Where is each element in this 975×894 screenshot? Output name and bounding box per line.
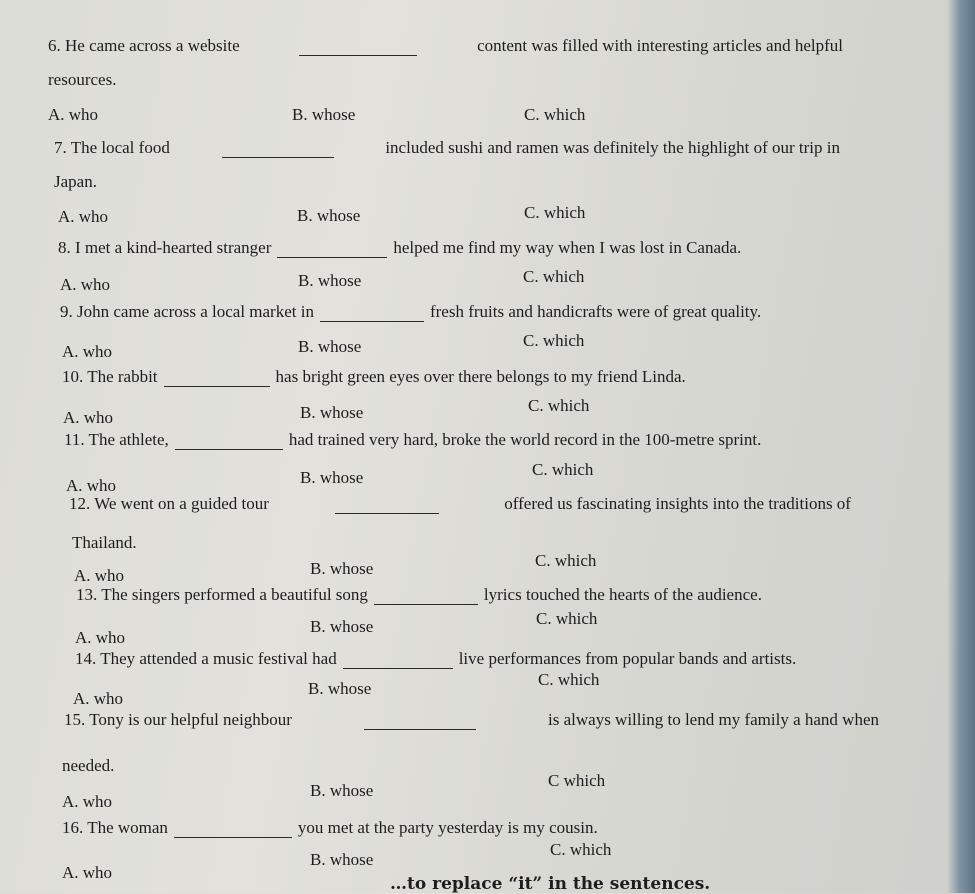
option-a[interactable]: A. who xyxy=(58,207,109,226)
option-b[interactable]: B. whose xyxy=(297,206,361,225)
question-16-text-cont: you met at the party yesterday is my cousin. xyxy=(297,818,598,837)
question-15-text-end: needed. xyxy=(62,756,115,775)
answer-blank-11[interactable] xyxy=(175,434,283,450)
option-c[interactable]: C. which xyxy=(524,203,586,222)
option-b[interactable]: B. whose xyxy=(308,679,372,698)
question-12-text-end: Thailand. xyxy=(72,533,137,552)
question-12-line-2 xyxy=(72,533,137,553)
option-b[interactable]: B. whose xyxy=(310,617,374,636)
answer-blank-10[interactable] xyxy=(164,371,270,387)
question-8-text: 8. I met a kind-hearted stranger xyxy=(58,238,272,257)
option-b[interactable]: B. whose xyxy=(298,271,362,290)
question-12-text-cont: offered us fascinating insights into the traditions of xyxy=(504,494,851,513)
question-11-text: 11. The athlete, xyxy=(64,430,169,449)
next-section-instruction: …to replace “it” in the sentences. xyxy=(390,874,711,894)
answer-blank-9[interactable] xyxy=(320,306,424,322)
question-9-line xyxy=(60,302,761,322)
question-7-text-end: Japan. xyxy=(54,172,97,191)
question-13-line xyxy=(76,585,762,605)
question-14-text-cont: live performances from popular bands and artists. xyxy=(458,649,797,668)
question-6-text-cont: content was filled with interesting articles and helpful xyxy=(477,36,843,55)
option-c[interactable]: C. which xyxy=(536,609,598,628)
option-a[interactable]: A. who xyxy=(48,105,99,124)
option-c[interactable]: C. which xyxy=(523,331,585,350)
answer-blank-13[interactable] xyxy=(374,589,478,605)
question-7-text-cont: included sushi and ramen was definitely the highlight of our trip in xyxy=(385,138,840,157)
question-6-text: 6. He came across a website xyxy=(48,36,240,55)
option-c[interactable]: C. which xyxy=(524,105,586,124)
question-9-text-cont: fresh fruits and handicrafts were of great quality. xyxy=(429,302,762,321)
question-14-text: 14. They attended a music festival had xyxy=(75,649,337,668)
option-a[interactable]: A. who xyxy=(62,863,113,882)
answer-blank-8[interactable] xyxy=(277,242,387,258)
option-b[interactable]: B. whose xyxy=(310,850,374,869)
answer-blank-15[interactable] xyxy=(364,714,476,730)
question-8-text-cont: helped me find my way when I was lost in Canada. xyxy=(393,238,742,257)
answer-blank-7[interactable] xyxy=(222,142,334,158)
question-8-line xyxy=(58,238,741,258)
option-b[interactable]: B. whose xyxy=(310,781,374,800)
option-c[interactable]: C. which xyxy=(535,551,597,570)
question-10-text-cont: has bright green eyes over there belongs to my friend Linda. xyxy=(275,367,686,386)
question-13-text-cont: lyrics touched the hearts of the audience. xyxy=(483,585,762,604)
option-c[interactable]: C which xyxy=(548,771,606,790)
question-10-text: 10. The rabbit xyxy=(62,367,158,386)
question-11-text-cont: had trained very hard, broke the world record in the 100-metre sprint. xyxy=(288,430,762,449)
option-b[interactable]: B. whose xyxy=(300,468,364,487)
option-a[interactable]: A. who xyxy=(63,408,114,427)
option-a[interactable]: A. who xyxy=(62,342,113,361)
option-a[interactable]: A. who xyxy=(62,792,113,811)
question-12-line xyxy=(69,494,851,514)
question-10-line xyxy=(62,367,686,387)
question-7-line xyxy=(54,138,840,158)
question-11-line xyxy=(64,430,761,450)
question-15-line-2 xyxy=(62,756,114,776)
answer-blank-16[interactable] xyxy=(174,822,292,838)
question-13-text: 13. The singers performed a beautiful song xyxy=(76,585,368,604)
option-a[interactable]: A. who xyxy=(74,566,125,585)
option-c[interactable]: C. which xyxy=(550,840,612,859)
option-b[interactable]: B. whose xyxy=(292,105,356,124)
answer-blank-12[interactable] xyxy=(335,498,439,514)
option-a[interactable]: A. who xyxy=(73,689,124,708)
page-edge-shadow xyxy=(947,0,975,893)
option-c[interactable]: C. which xyxy=(538,670,600,689)
question-12-text: 12. We went on a guided tour xyxy=(69,494,269,513)
option-a[interactable]: A. who xyxy=(75,628,126,647)
option-a[interactable]: A. who xyxy=(60,275,111,294)
question-6-line xyxy=(48,36,843,56)
option-c[interactable]: C. which xyxy=(528,396,590,415)
option-a[interactable]: A. who xyxy=(66,476,117,495)
question-6-line-2 xyxy=(48,70,116,90)
question-6-text-end: resources. xyxy=(48,70,117,89)
question-14-line xyxy=(75,649,796,669)
question-7-text: 7. The local food xyxy=(54,138,170,157)
question-16-text: 16. The woman xyxy=(62,818,168,837)
answer-blank-14[interactable] xyxy=(343,653,453,669)
option-b[interactable]: B. whose xyxy=(310,559,374,578)
option-c[interactable]: C. which xyxy=(523,267,585,286)
question-7-line-2 xyxy=(54,172,97,192)
option-b[interactable]: B. whose xyxy=(300,403,364,422)
question-15-line xyxy=(64,710,879,730)
question-15-text: 15. Tony is our helpful neighbour xyxy=(64,710,292,729)
option-b[interactable]: B. whose xyxy=(298,337,362,356)
question-15-text-cont: is always willing to lend my family a hand when xyxy=(548,710,879,729)
question-9-text: 9. John came across a local market in xyxy=(60,302,314,321)
answer-blank-6[interactable] xyxy=(299,40,417,56)
question-16-line xyxy=(62,818,598,838)
option-c[interactable]: C. which xyxy=(532,460,594,479)
